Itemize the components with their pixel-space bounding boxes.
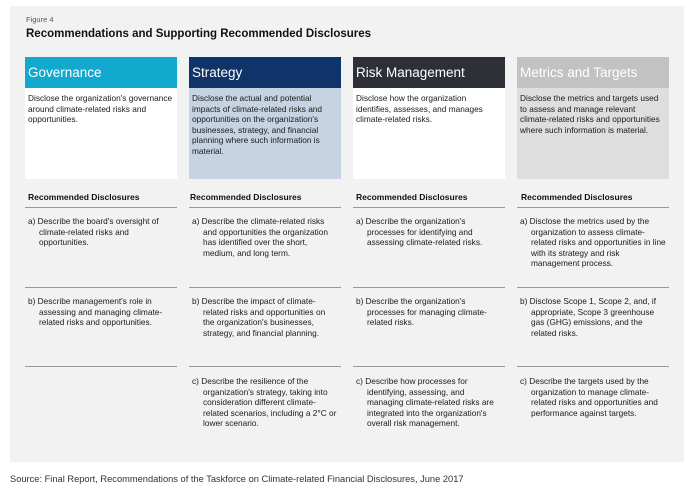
column-description-strategy: Disclose the actual and potential impacts of climate-related risks and opportunities on the organization's businesses, strategy, and financial planning where such information is material. xyxy=(189,88,341,179)
disclosure-item-risk-c: c) Describe how processes for identifying, assessing, and managing climate-related risks are integrated into the organization's overall risk management. xyxy=(356,376,494,429)
disclosure-item-metrics-a: a) Disclose the metrics used by the organization to assess climate-related risks and opportunities in line with its strategy and risk management process. xyxy=(520,216,666,269)
divider xyxy=(189,287,341,288)
divider xyxy=(353,287,505,288)
disclosure-item-risk-b: b) Describe the organization's processes for managing climate-related risks. xyxy=(356,296,487,328)
column-governance xyxy=(25,57,177,179)
recommended-disclosures-heading: Recommended Disclosures xyxy=(28,192,140,202)
disclosure-item-risk-a: a) Describe the organization's processes for identifying and assessing climate-related risks. xyxy=(356,216,483,248)
divider xyxy=(517,287,669,288)
column-header-strategy: Strategy xyxy=(189,57,341,88)
column-description-governance: Disclose the organization's governance around climate-related risks and opportunities. xyxy=(25,88,177,179)
figure-title: Recommendations and Supporting Recommended Disclosures xyxy=(26,28,372,40)
column-header-governance: Governance xyxy=(25,57,177,88)
disclosure-item-metrics-c: c) Describe the targets used by the organization to manage climate-related risks and opportunities and performance against targets. xyxy=(520,376,658,418)
divider xyxy=(353,366,505,367)
disclosure-item-metrics-b: b) Disclose Scope 1, Scope 2, and, if appropriate, Scope 3 greenhouse gas (GHG) emissions, and the related risks. xyxy=(520,296,657,338)
disclosure-item-governance-b: b) Describe management's role in assessing and managing climate-related risks and opportunities. xyxy=(28,296,163,328)
disclosure-item-strategy-a: a) Describe the climate-related risks and opportunities the organization has identified over the short, medium, and long term. xyxy=(192,216,329,258)
divider xyxy=(25,366,177,367)
divider xyxy=(25,287,177,288)
divider xyxy=(189,366,341,367)
column-description-risk-management: Disclose how the organization identifies, assesses, and manages climate-related risks. xyxy=(353,88,505,179)
column-metrics-targets xyxy=(517,57,669,179)
source-note: Source: Final Report, Recommendations of the Taskforce on Climate-related Financial Disclosures, June 2017 xyxy=(10,474,464,484)
divider xyxy=(189,207,341,208)
figure-label: Figure 4 xyxy=(26,15,54,24)
disclosure-item-strategy-c: c) Describe the resilience of the organization's strategy, taking into consideration different climate-related scenarios, including a 2°C or lower scenario. xyxy=(192,376,337,429)
column-risk-management xyxy=(353,57,505,179)
disclosure-item-governance-a: a) Describe the board's oversight of climate-related risks and opportunities. xyxy=(28,216,159,248)
recommended-disclosures-heading: Recommended Disclosures xyxy=(190,192,302,202)
recommended-disclosures-heading: Recommended Disclosures xyxy=(356,192,468,202)
column-header-metrics-targets: Metrics and Targets xyxy=(517,57,669,88)
column-description-metrics-targets: Disclose the metrics and targets used to assess and manage relevant climate-related risks and opportunities where such information is material. xyxy=(517,88,669,179)
divider xyxy=(517,366,669,367)
column-header-risk-management: Risk Management xyxy=(353,57,505,88)
column-strategy xyxy=(189,57,341,179)
divider xyxy=(353,207,505,208)
recommended-disclosures-heading: Recommended Disclosures xyxy=(521,192,633,202)
disclosure-item-strategy-b: b) Describe the impact of climate-related risks and opportunities on the organization's businesses, strategy, and financial planning. xyxy=(192,296,326,338)
divider xyxy=(25,207,177,208)
divider xyxy=(517,207,669,208)
